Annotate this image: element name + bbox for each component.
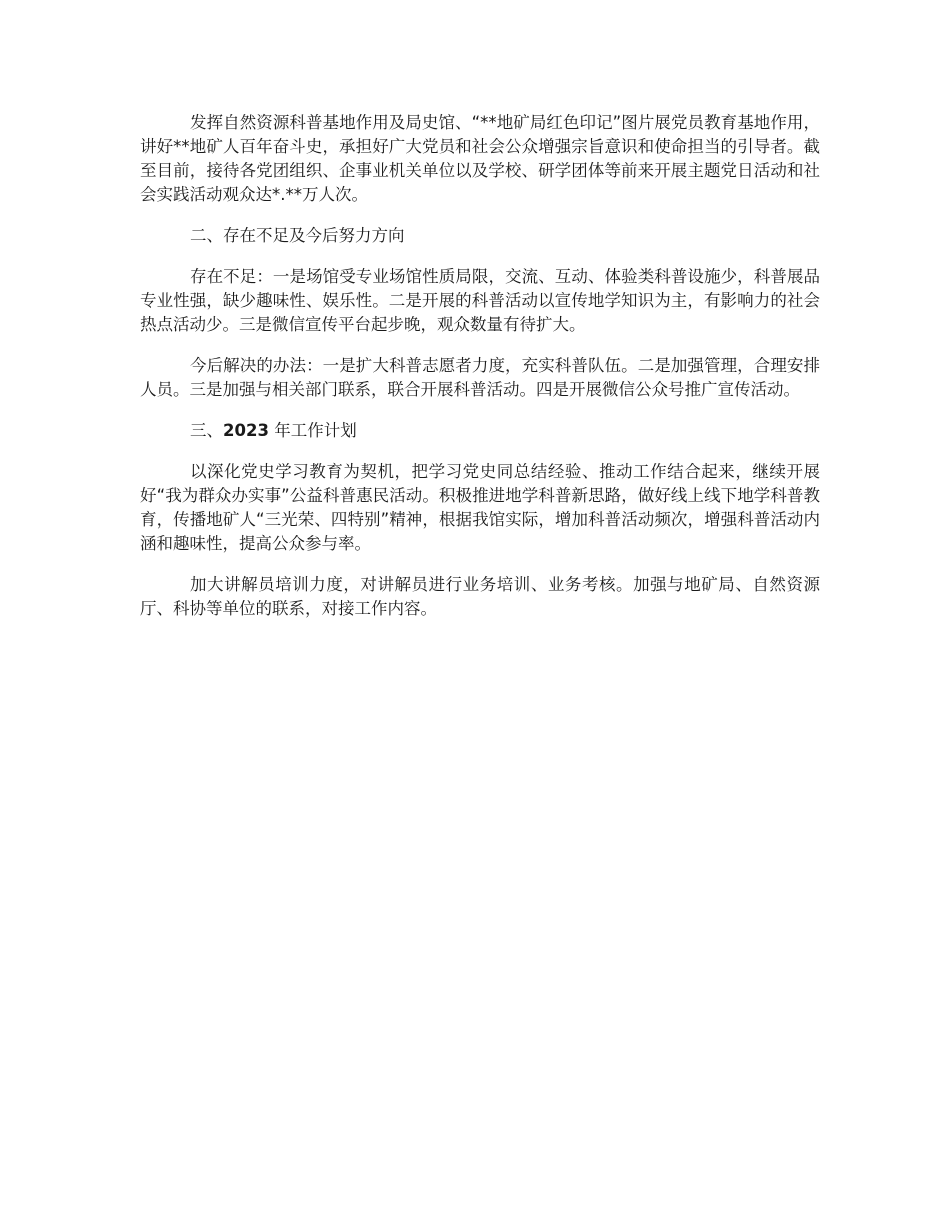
heading-suffix: 年工作计划 (274, 421, 357, 440)
heading-year: 2023 (223, 421, 269, 440)
section-heading-work-plan (140, 419, 820, 443)
paragraph-training: 加大讲解员培训力度，对讲解员进行业务培训、业务考核。加强与地矿局、自然资源厅、科协等单位的联系，对接工作内容。 (140, 575, 820, 618)
document-body (140, 111, 820, 638)
section-heading-shortcomings: 二、存在不足及今后努力方向 (190, 226, 405, 245)
paragraph-science-base: 发挥自然资源科普基地作用及局史馆、“**地矿局红色印记”图片展党员教育基地作用，讲好**地矿人百年奋斗史，承担好广大党员和社会公众增强宗旨意识和使命担当的引导者。截至目前，接待各党团组织、企事业机关单位以及学校、研学团体等前来开展主题党日活动和社会实践活动观众达*.**万人次。 (140, 113, 820, 204)
paragraph-work-plan: 以深化党史学习教育为契机，把学习党史同总结经验、推动工作结合起来，继续开展好“我为群众办实事”公益科普惠民活动。积极推进地学科普新思路，做好线上线下地学科普教育，传播地矿人“三光荣、四特别”精神，根据我馆实际，增加科普活动频次，增强科普活动内涵和趣味性，提高公众参与率。 (140, 462, 820, 553)
heading-prefix: 三、 (190, 421, 223, 440)
paragraph-solutions: 今后解决的办法：一是扩大科普志愿者力度，充实科普队伍。二是加强管理，合理安排人员。三是加强与相关部门联系，联合开展科普活动。四是开展微信公众号推广宣传活动。 (140, 356, 820, 399)
paragraph-shortcomings: 存在不足：一是场馆受专业场馆性质局限，交流、互动、体验类科普设施少，科普展品专业性强，缺少趣味性、娱乐性。二是开展的科普活动以宣传地学知识为主，有影响力的社会热点活动少。三是微信宣传平台起步晚，观众数量有待扩大。 (140, 267, 820, 334)
